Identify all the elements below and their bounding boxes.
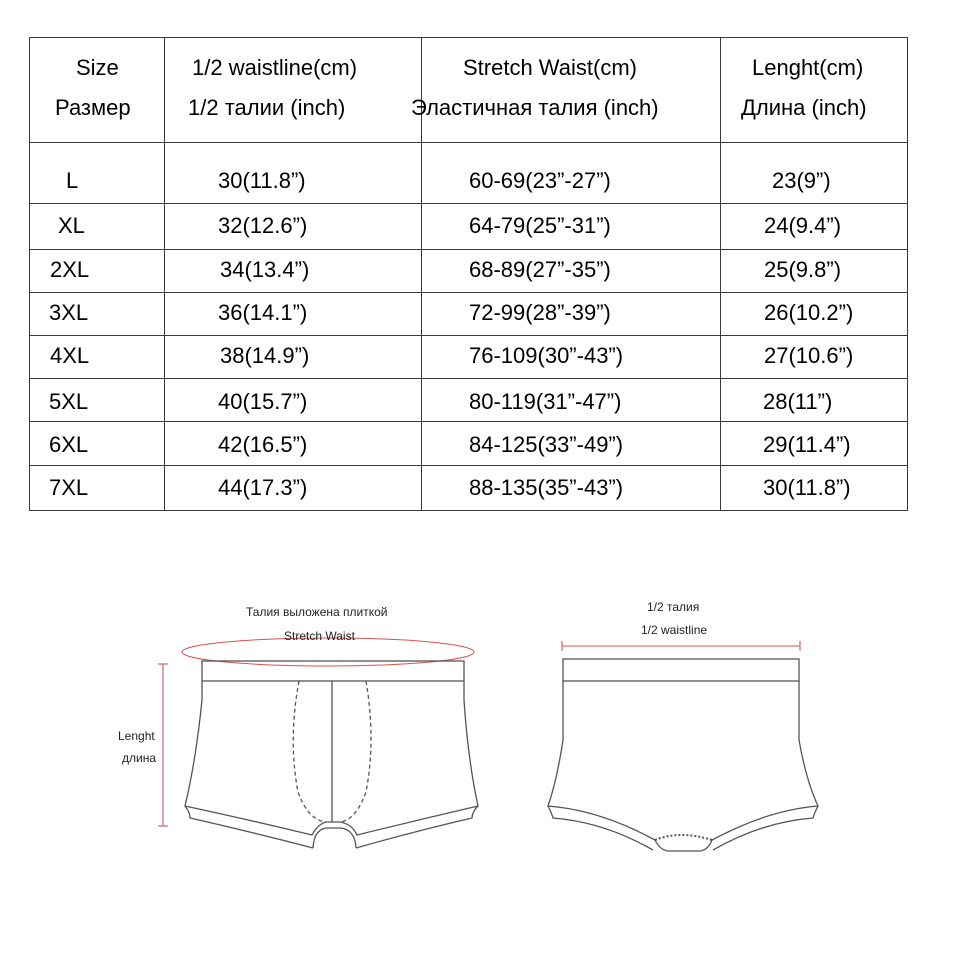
cell-half-waist: 34(13.4”) [220,257,310,282]
cell-stretch-waist: 88-135(35”-43”) [469,475,624,500]
crotch-gusset [313,828,356,848]
header-length-en: Lenght(cm) [752,55,864,80]
length-label-en: Lenght [118,729,155,743]
right-leg-hem [356,806,478,848]
cell-size: 4XL [50,343,90,368]
cell-length: 26(10.2”) [764,300,854,325]
cell-length: 28(11”) [763,389,833,414]
cell-stretch-waist: 84-125(33”-49”) [469,432,624,457]
brief-back-drawing [548,659,818,851]
header-size-en: Size [76,55,119,80]
cell-size: 6XL [49,432,89,457]
cell-length: 25(9.8”) [764,257,842,282]
header-stretch-waist-ru: Эластичная талия (inch) [411,95,659,120]
waistband [202,661,464,681]
cell-length: 27(10.6”) [764,343,854,368]
header-half-waist-en: 1/2 waistline(cm) [192,55,358,80]
cell-length: 23(9”) [772,168,831,193]
cell-length: 30(11.8”) [763,475,851,500]
cell-size: 5XL [49,389,89,414]
length-label-ru: длина [122,751,157,765]
cell-length: 24(9.4”) [764,213,842,238]
cell-half-waist: 32(12.6”) [218,213,308,238]
half-waist-label-ru: 1/2 талия [647,600,700,614]
header-stretch-waist-en: Stretch Waist(cm) [463,55,637,80]
cell-stretch-waist: 72-99(28”-39”) [469,300,611,325]
cell-size: 3XL [49,300,89,325]
stretch-waist-label-en: Stretch Waist [284,629,355,643]
cell-half-waist: 44(17.3”) [218,475,308,500]
cell-half-waist: 36(14.1”) [218,300,308,325]
crotch-stitching [655,835,712,840]
cell-stretch-waist: 60-69(23”-27”) [469,168,611,193]
cell-stretch-waist: 68-89(27”-35”) [469,257,611,282]
half-waist-label-en: 1/2 waistline [641,623,708,637]
cell-stretch-waist: 64-79(25”-31”) [469,213,611,238]
cell-size: 2XL [50,257,90,282]
cell-half-waist: 38(14.9”) [220,343,310,368]
header-length-ru: Длина (inch) [741,95,867,120]
length-measure [158,664,168,826]
brief-body [548,681,818,851]
right-leg-hem [713,806,818,850]
cell-stretch-waist: 76-109(30”-43”) [469,343,624,368]
left-leg-hem [185,806,313,848]
boxer-front-drawing [182,638,478,848]
waistband [563,659,799,681]
half-waist-measure [562,641,800,651]
cell-size: 7XL [49,475,89,500]
cell-stretch-waist: 80-119(31”-47”) [469,389,622,414]
cell-size: XL [58,213,85,238]
cell-half-waist: 40(15.7”) [218,389,308,414]
stretch-waist-label-ru: Талия выложена плиткой [246,605,388,619]
cell-half-waist: 30(11.8”) [218,168,306,193]
cell-half-waist: 42(16.5”) [218,432,308,457]
cell-size: L [66,168,79,193]
left-leg-hem [548,806,653,850]
header-size-ru: Размер [55,95,131,120]
cell-length: 29(11.4”) [763,432,851,457]
header-half-waist-ru: 1/2 талии (inch) [188,95,346,120]
